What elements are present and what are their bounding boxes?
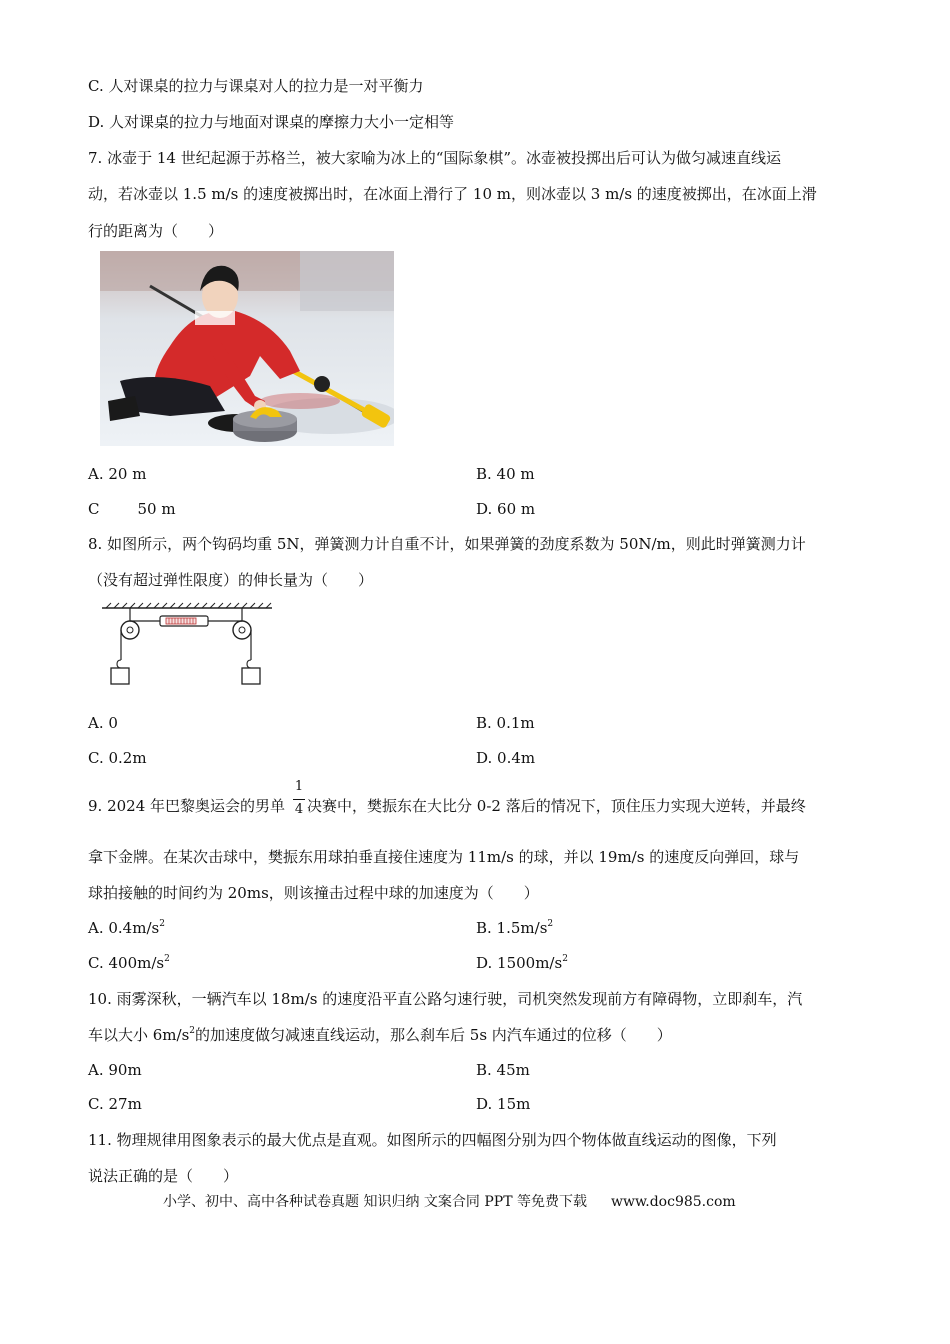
q7-stem-line1: 7. 冰壶于 14 世纪起源于苏格兰，被大家喻为冰上的“国际象棋”。冰壶被投掷出后可认为做匀减速直线运 [88,149,782,167]
q9-option-c-sup: 2 [164,954,170,964]
q9-option-d-sup: 2 [562,954,568,964]
q9-option-a-text: A. 0.4m/s [88,919,160,937]
spring-scale-pulley-diagram [100,600,275,692]
q8-option-d: D. 0.4m [476,749,536,767]
q9-stem-line1-post: 决赛中，樊振东在大比分 0-2 落后的情况下，顶住压力实现大逆转，并最终 [307,797,806,815]
q9-option-c-text: C. 400m/s [88,954,165,972]
q10-option-d: D. 15m [476,1095,531,1113]
q9-fraction-numerator: 1 [294,779,304,794]
q9-option-b-sup: 2 [547,919,554,929]
q9-option-d [476,953,568,973]
q7-stem-line3: 行的距离为（ ） [88,222,224,240]
q10-stem-line2-pre: 车以大小 6m/s [88,1026,190,1044]
footer-text: 小学、初中、高中各种试卷真题 知识归纳 文案合同 PPT 等免费下载 [163,1194,587,1210]
q7-option-a: A. 20 m [88,465,147,483]
page-footer [163,1192,736,1212]
q10-stem-line2 [88,1025,672,1045]
q7-option-b: B. 40 m [476,465,535,483]
q9-option-c [88,953,170,973]
q9-option-b [476,918,553,938]
q10-option-c: C. 27m [88,1095,142,1113]
q10-stem-line2-post: 的加速度做匀减速直线运动，那么刹车后 5s 内汽车通过的位移（ ） [195,1026,672,1044]
q9-option-a-sup: 2 [159,919,165,929]
q8-option-b: B. 0.1m [476,714,535,732]
q9-option-b-text: B. 1.5m/s [476,919,548,937]
q9-option-a [88,918,165,938]
q6-option-d: D. 人对课桌的拉力与地面对课桌的摩擦力大小一定相等 [88,113,455,131]
q10-option-a: A. 90m [88,1061,142,1079]
q8-option-c: C. 0.2m [88,749,147,767]
footer-url[interactable]: www.doc985.com [610,1194,736,1210]
q6-option-c: C. 人对课桌的拉力与课桌对人的拉力是一对平衡力 [88,77,424,95]
q7-stem-line2: 动，若冰壶以 1.5 m/s 的速度被掷出时，在冰面上滑行了 10 m，则冰壶以 3 m/s 的速度被掷出，在冰面上滑 [88,185,817,203]
q8-stem-line1: 8. 如图所示，两个钩码均重 5N，弹簧测力计自重不计，如果弹簧的劲度系数为 50N/m，则此时弹簧测力计 [88,535,806,553]
q9-fraction-bar [293,799,305,800]
q9-option-d-text: D. 1500m/s [476,954,563,972]
q11-stem-line2: 说法正确的是（ ） [88,1167,239,1185]
q8-option-a: A. 0 [88,714,118,732]
q9-fraction-denominator: 4 [294,802,304,817]
q7-option-c-value: 50 m [137,500,176,518]
q7-option-c [88,499,176,519]
curling-athlete-photo [100,251,394,446]
q9-stem-line1 [88,796,806,816]
q8-stem-line2: （没有超过弹性限度）的伸长量为（ ） [88,571,374,589]
q11-stem-line1: 11. 物理规律用图象表示的最大优点是直观。如图所示的四幅图分别为四个物体做直线运动的图像，下列 [88,1131,777,1149]
q9-stem-line3: 球拍接触的时间约为 20ms，则该撞击过程中球的加速度为（ ） [88,884,539,902]
q10-stem-line1: 10. 雨雾深秋，一辆汽车以 18m/s 的速度沿平直公路匀速行驶，司机突然发现前方有障碍物，立即刹车，汽 [88,990,803,1008]
q9-stem-line2: 拿下金牌。在某次击球中，樊振东用球拍垂直接住速度为 11m/s 的球，并以 19m/s 的速度反向弹回，球与 [88,848,800,866]
q7-option-c-letter: C [88,500,100,518]
q10-stem-line2-sup: 2 [189,1026,196,1036]
q9-stem-line1-pre: 9. 2024 年巴黎奥运会的男单 [88,797,286,815]
q10-option-b: B. 45m [476,1061,530,1079]
q7-option-d: D. 60 m [476,500,536,518]
